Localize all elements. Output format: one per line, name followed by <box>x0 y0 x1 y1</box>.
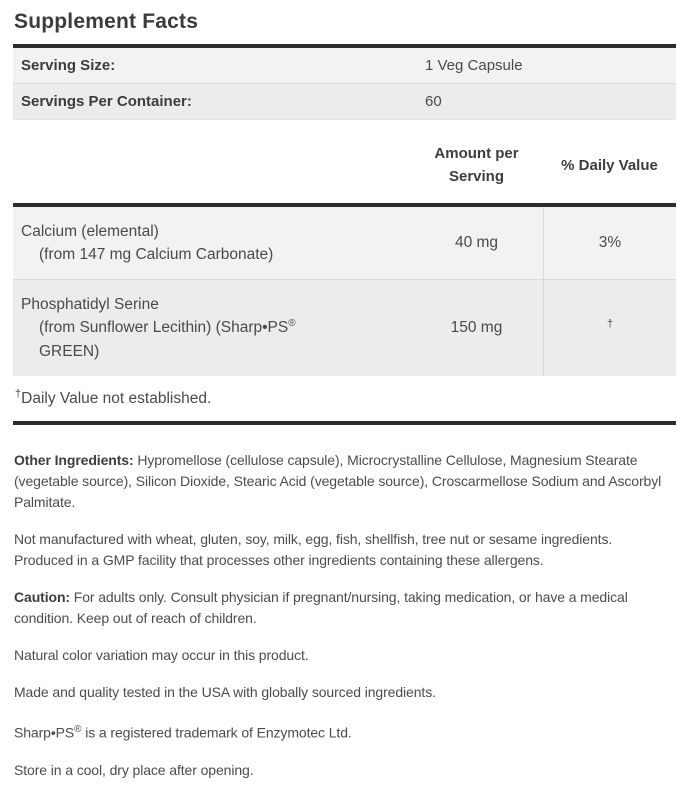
allergen-paragraph: Not manufactured with wheat, gluten, soy, milk, egg, fish, shellfish, tree nut or sesame ingredients. Produced in a GMP facility that processes other ingredients containing these allergens. <box>14 531 613 569</box>
nutrient-amount-calcium: 40 mg <box>454 233 499 251</box>
other-ingredients-paragraph: Other Ingredients: Hypromellose (cellulose capsule), Microcrystalline Cellulose, Magnesium Stearate (vegetable source), Silicon Dioxide, Stearic Acid (vegetable source), Croscarmellose Sodium and Ascorbyl Palmitate. <box>14 452 662 511</box>
nutrient-amount-phosphatidyl-serine: 150 mg <box>450 319 503 337</box>
page-title: Supplement Facts <box>14 10 199 33</box>
servings-per-container-label: Servings Per Container: <box>21 93 192 110</box>
serving-size-row <box>13 48 676 84</box>
nutrient-row-calcium <box>13 207 676 281</box>
dagger-symbol: † <box>15 388 22 401</box>
nutrient-name-calcium: Calcium (elemental) (from 147 mg Calcium Carbonate) <box>21 222 274 263</box>
storage-paragraph: Store in a cool, dry place after opening. <box>14 761 254 778</box>
serving-info-table <box>13 48 676 120</box>
percent-daily-value-header: % Daily Value <box>561 156 658 174</box>
nutrient-daily-value-phosphatidyl-serine <box>543 280 676 376</box>
made-in-usa-paragraph: Made and quality tested in the USA with globally sourced ingredients. <box>14 684 436 701</box>
serving-size-value: 1 Veg Capsule <box>425 57 523 74</box>
daily-value-footnote: †Daily Value not established. <box>13 376 676 421</box>
nutrient-daily-value-calcium: 3% <box>543 207 676 280</box>
dagger-symbol: † <box>606 318 614 331</box>
serving-size-label: Serving Size: <box>21 57 116 74</box>
nutrient-row-phosphatidyl-serine <box>13 280 676 376</box>
nutrient-name-phosphatidyl-serine: Phosphatidyl Serine (from Sunflower Lecithin) (Sharp•PS® GREEN) <box>21 296 296 360</box>
registered-trademark-symbol: ® <box>288 318 296 330</box>
color-variation-paragraph: Natural color variation may occur in this product. <box>14 647 309 664</box>
servings-per-container-row <box>13 84 676 120</box>
servings-per-container-value: 60 <box>425 93 442 110</box>
trademark-paragraph: Sharp•PS® is a registered trademark of Enzymotec Ltd. <box>14 724 352 741</box>
amount-per-serving-header: Amount per Serving <box>434 145 519 186</box>
registered-trademark-symbol: ® <box>74 724 82 736</box>
additional-info <box>13 425 676 811</box>
caution-paragraph: Caution: For adults only. Consult physician if pregnant/nursing, taking medication, or have a medical condition. Keep out of reach of children. <box>14 589 628 627</box>
nutrition-column-headers <box>13 120 676 203</box>
